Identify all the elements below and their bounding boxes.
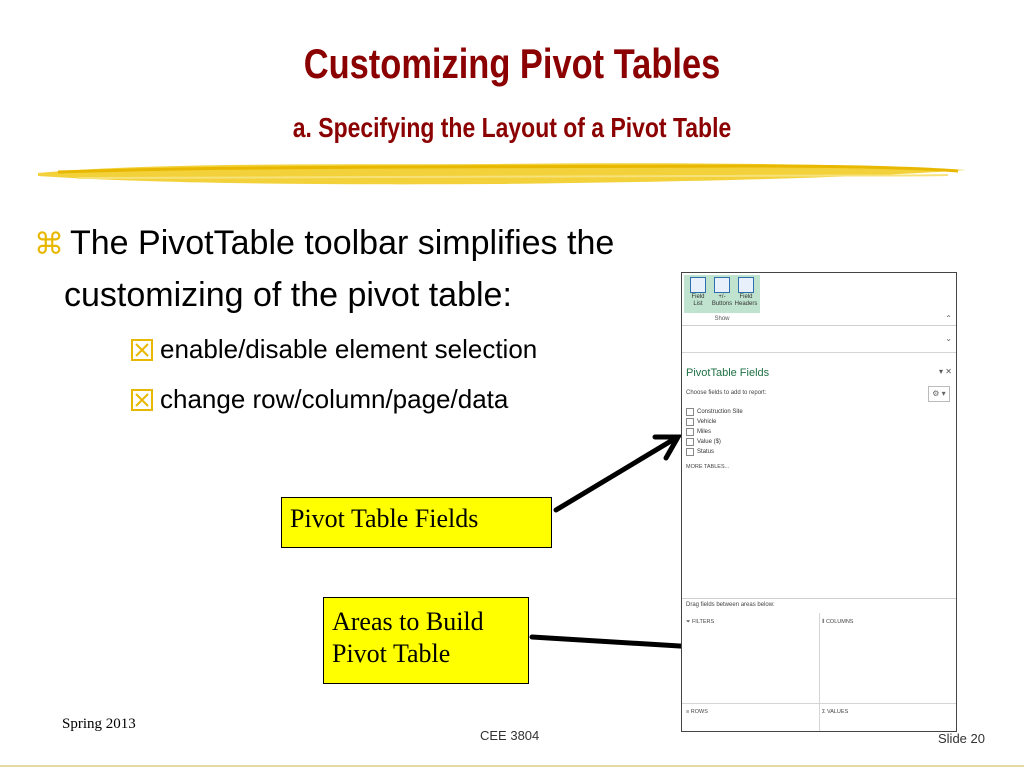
field-label: Vehicle [697, 419, 717, 425]
values-area[interactable] [822, 709, 848, 715]
area-label: ROWS [690, 709, 708, 715]
checkbox[interactable] [686, 408, 694, 416]
sub-bullet-text: enable/disable element selection [160, 334, 538, 364]
field-label: Value ($) [697, 439, 721, 445]
button-label: Field [691, 294, 705, 300]
button-label: +/- [718, 294, 726, 300]
rows-area[interactable] [686, 709, 708, 715]
button-label: Field [739, 294, 753, 300]
main-bullet-line1: The PivotTable toolbar simplifies the [70, 224, 615, 262]
collapse-ribbon-icon[interactable]: ⌃ [945, 314, 952, 323]
button-label: Headers [734, 301, 758, 307]
drag-fields-label: Drag fields between areas below: [686, 602, 775, 608]
area-label: COLUMNS [825, 619, 854, 625]
buttons-icon [714, 277, 730, 293]
filter-icon: ⏷ [686, 619, 692, 625]
area-label: FILTERS [691, 619, 715, 625]
field-list-icon [690, 277, 706, 293]
callout-pivot-table-fields: Pivot Table Fields [281, 497, 552, 548]
pivottable-fields-title: PivotTable Fields [686, 367, 770, 379]
checkbox[interactable] [686, 428, 694, 436]
choose-fields-label: Choose fields to add to report: [686, 390, 767, 396]
divider [682, 598, 957, 599]
gear-icon[interactable]: ⚙ ▾ [928, 386, 950, 402]
sub-bullet-text: change row/column/page/data [160, 384, 509, 414]
main-bullet-line2: customizing of the pivot table: [64, 276, 512, 314]
slide-title: Customizing Pivot Tables [303, 40, 721, 87]
more-tables-link[interactable]: MORE TABLES... [686, 464, 730, 470]
ribbon-group-label: Show [714, 316, 730, 322]
field-list-button[interactable] [686, 277, 710, 308]
field-headers-button[interactable] [734, 277, 758, 308]
field-item[interactable] [686, 408, 743, 416]
button-label: List [693, 301, 703, 307]
area-label: VALUES [826, 709, 849, 715]
field-label: Miles [697, 429, 712, 435]
slide-subtitle: a. Specifying the Layout of a Pivot Table [292, 112, 732, 143]
excel-pivot-panel [681, 272, 957, 732]
filters-area[interactable] [686, 619, 714, 626]
field-item[interactable] [686, 438, 721, 446]
sigma-icon: Σ [822, 709, 827, 715]
field-label: Status [697, 449, 715, 455]
callout-areas-line1: Areas to Build [332, 607, 484, 636]
checkbox[interactable] [686, 418, 694, 426]
ribbon-show-group [684, 275, 760, 313]
columns-area[interactable] [822, 619, 853, 626]
rows-icon: ≡ [686, 709, 691, 715]
pane-controls[interactable]: ▾ ✕ [939, 367, 952, 376]
callout-areas-line2: Pivot Table [332, 639, 451, 668]
button-label: Buttons [711, 301, 733, 307]
columns-icon: ⦀ [822, 619, 826, 625]
area-divider [819, 613, 820, 732]
footer-date: Spring 2013 [62, 716, 136, 732]
field-item[interactable] [686, 428, 711, 436]
checkbox[interactable] [686, 438, 694, 446]
footer-course: CEE 3804 [480, 728, 540, 743]
arrow-to-fields [556, 437, 678, 510]
plus-minus-buttons-button[interactable] [710, 277, 734, 308]
checkbox[interactable] [686, 448, 694, 456]
bullet-glyph-icon: ⌘ [34, 228, 64, 261]
area-divider [682, 703, 957, 704]
slide-number: Slide 20 [938, 731, 985, 746]
field-headers-icon [738, 277, 754, 293]
field-item[interactable] [686, 418, 716, 426]
formula-bar[interactable] [682, 326, 957, 353]
expand-formula-icon[interactable]: ⌄ [945, 334, 952, 343]
field-item[interactable] [686, 448, 714, 456]
bottom-rule [0, 765, 1024, 767]
field-label: Construction Site [697, 409, 743, 415]
